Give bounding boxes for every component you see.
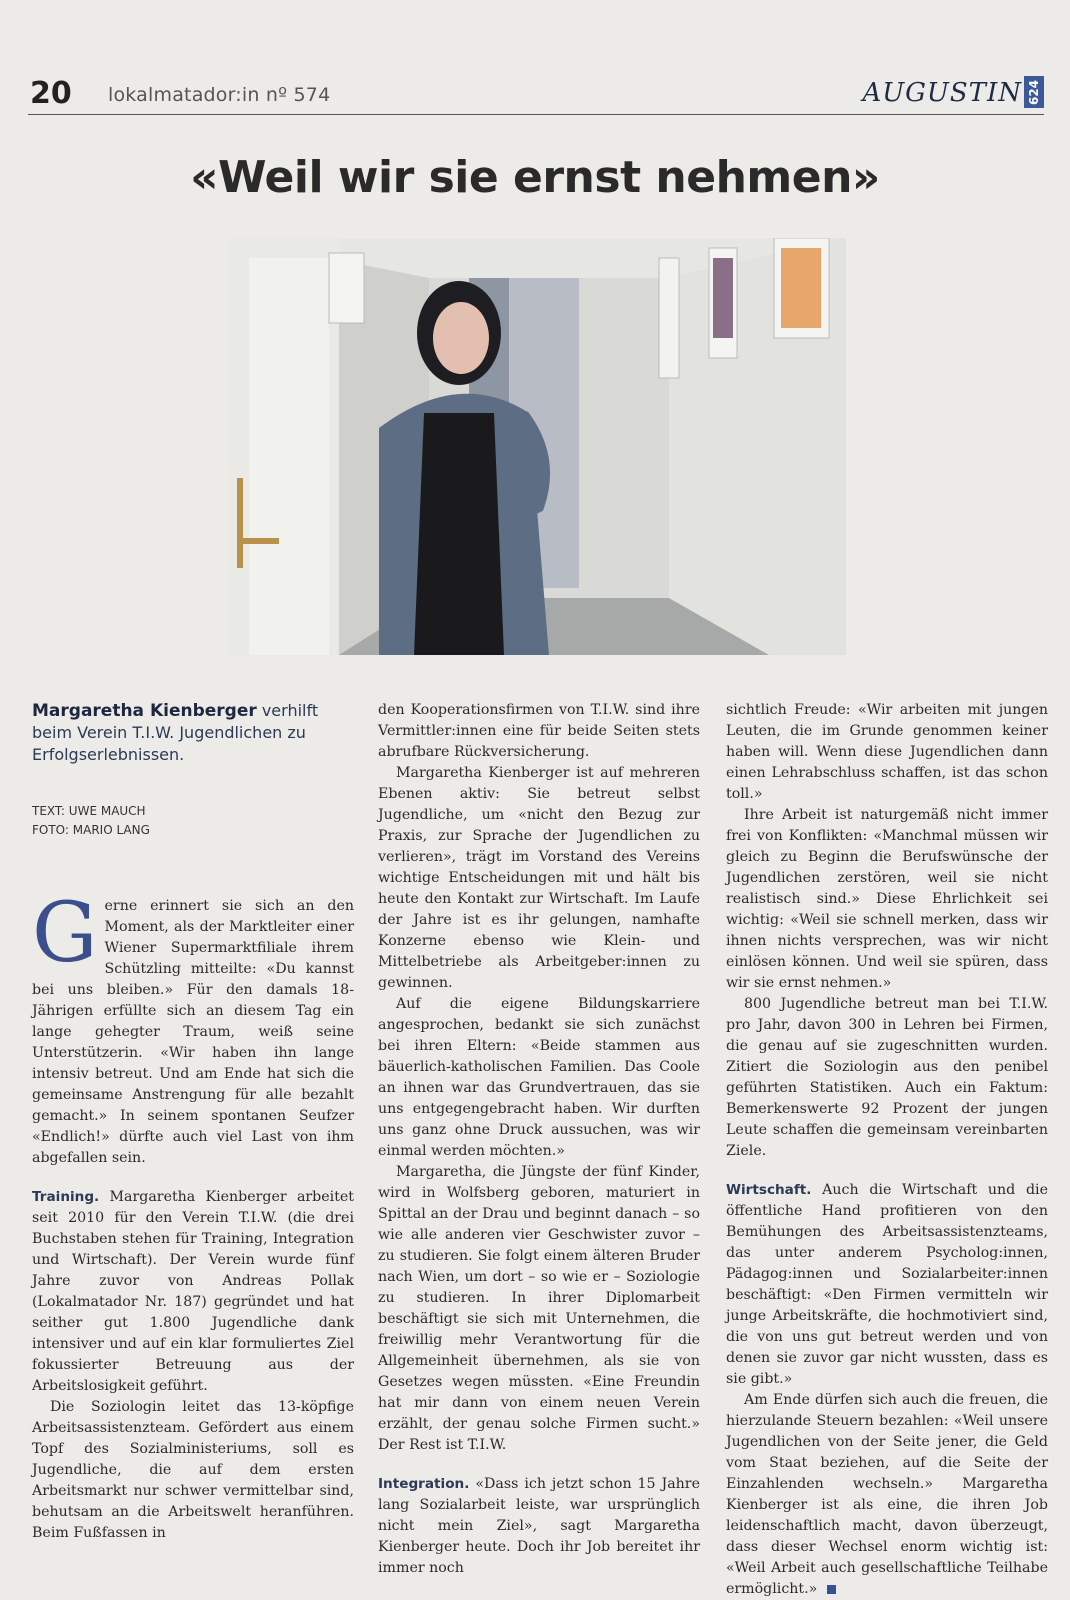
paragraph-text: Margaretha Kienberger arbeitet seit 2010 für den Verein T.I.W. (die drei Buchstaben stehen für Training, Integration und Wirtschaft). Der Verein wurde fünf Jahre zuvor von Andreas Pollak (Lokalmatador Nr. 187) gegründet und hat seither gut 1.800 Jugendliche dank intensiver und auf ein klar formuliertes Ziel fokussierter Betreuung aus der Arbeitslosigkeit geführt.: [32, 1189, 354, 1394]
photo-credit: FOTO: MARIO LANG: [32, 823, 150, 837]
paragraph: den Kooperationsfirmen von T.I.W. sind ihre Vermittler:innen eine für beide Seiten stets abrufbare Rückversicherung.: [378, 702, 700, 760]
section-title: lokalmatador:in nº 574: [108, 84, 331, 106]
paragraph-text: «Dass ich jetzt schon 15 Jahre lang Sozialarbeit leiste, war ursprünglich nicht mein Ziel», sagt Margaretha Kienberger heute. Doch ihr Job bereitet ihr immer noch: [378, 1476, 700, 1576]
paragraph: Ihre Arbeit ist naturgemäß nicht immer frei von Konflikten: «Manchmal müssen wir gleich zu Beginn die Berufswünsche der Jugendlichen zerstören, weil sie nicht realistisch sind.» Diese Ehrlichkeit sei wichtig: «Weil sie schnell merken, dass wir ihnen nichts versprechen, was wir nicht einlösen können. Und weil sie spüren, dass wir sie ernst nehmen.»: [726, 807, 1048, 991]
paragraph: [32, 1187, 354, 1397]
page-number: 20: [30, 76, 72, 111]
drop-cap: G: [32, 886, 98, 981]
paragraph: Margaretha Kienberger ist auf mehreren Ebenen aktiv: Sie betreut selbst Jugendliche, um «nicht den Bezug zur Praxis, zur Sprache der Jugendlichen zu verlieren», trägt im Vorstand des Vereins wichtige Entscheidungen mit und hält bis heute den Kontakt zur Wirtschaft. Im Laufe der Jahre ist es ihr gelungen, namhafte Konzerne ebenso wie Klein- und Mittelbetriebe als Arbeitgeber:innen zu gewinnen.: [378, 765, 700, 991]
paragraph: Die Soziologin leitet das 13-köpfige Arbeitsassistenzteam. Gefördert aus einem Topf des Sozialministeriums, soll es Jugendliche, die auf dem ersten Arbeitsmarkt nur schwer vermittelbar sind, behutsam an die Arbeitswelt heranführen. Beim Fußfassen in: [32, 1399, 354, 1541]
article-headline: «Weil wir sie ernst nehmen»: [190, 152, 880, 203]
subhead-integration: Integration.: [378, 1476, 470, 1492]
paragraph: Auf die eigene Bildungskarriere angesprochen, bedankt sie sich zunächst bei ihren Eltern: «Beide stammen aus bäuerlich-katholischen Familien. Das Coole an ihnen war das Grundvertrauen, das sie uns entgegengebracht haben. Wir durften uns ganz ohne Druck aussuchen, was wir einmal werden möchten.»: [378, 996, 700, 1159]
article-credits: [32, 802, 354, 840]
paragraph: [32, 886, 354, 1169]
column-1: [32, 700, 354, 1544]
lead-name: Margaretha Kienberger: [32, 701, 257, 721]
portrait-photo: [229, 238, 846, 655]
paragraph: [726, 1390, 1048, 1600]
paragraph-text: Am Ende dürfen sich auch die freuen, die hierzulande Steuern bezahlen: «Weil unsere Jugendlichen von der Seite jener, die Geld vom Staat beziehen, auf die Seite der Einzahlenden wechseln.» Margaretha Kienberger ist als eine, die ihren Job leidenschaftlich macht, davon überzeugt, dass dieser Wechsel enorm wichtig ist: «Weil Arbeit auch gesellschaftliche Teilhabe ermöglicht.»: [726, 1392, 1048, 1597]
paragraph: Margaretha, die Jüngste der fünf Kinder, wird in Wolfsberg geboren, maturiert in Spittal an der Drau und beginnt danach – so wie alle anderen vier Geschwister zuvor – zu studieren. Sie folgt einem älteren Bruder nach Wien, um dort – so wie er – Soziologie zu studieren. In ihrer Diplomarbeit beschäftigt sie sich mit Unternehmen, die freiwillig mehr Verantwortung für die Allgemeinheit übernehmen, als sie von Gesetzes wegen müssten. «Eine Freundin hat mir dann von einem neuen Verein erzählt, der genau solche Firmen sucht.» Der Rest ist T.I.W.: [378, 1164, 700, 1453]
augustin-logo: AUGUSTIN: [862, 78, 1022, 108]
lead-text: verhilft beim Verein T.I.W. Jugendlichen zu Erfolgserlebnissen.: [32, 701, 319, 764]
paragraph-text: Auch die Wirtschaft und die öffentliche Hand profitieren von den Bemühungen des Arbeitsassistenzteams, das unter anderem Psycholog:innen, Pädagog:innen und Sozialarbeiter:innen beschäftigt: «Den Firmen vermitteln wir junge Arbeitskräfte, die hochmotiviert sind, die von uns gut betreut werden und von denen sie zuvor gar nicht wussten, dass es sie gibt.»: [726, 1182, 1048, 1387]
paragraph: [726, 1180, 1048, 1390]
subhead-wirtschaft: Wirtschaft.: [726, 1182, 812, 1198]
page-header: [28, 72, 1044, 115]
end-mark-icon: [827, 1585, 836, 1594]
issue-badge: 624: [1024, 76, 1044, 108]
paragraph: sichtlich Freude: «Wir arbeiten mit jungen Leuten, die im Grunde genommen keiner haben will. Wenn diese Jugendlichen dann einen Lehrabschluss schaffen, ist das schon toll.»: [726, 702, 1048, 802]
column-3: [726, 700, 1048, 1600]
paragraph-text: erne erinnert sie sich an den Moment, als der Marktleiter einer Wiener Supermarktfiliale ihrem Schützling mitteilte: «Du kannst bei uns bleiben.» Für den damals 18-Jährigen erfüllte sich an diesem Tag ein lange gehegter Traum, weiß seine Unterstützerin. «Wir haben ihn lange intensiv betreut. Und am Ende hat sich die gemeinsame Anstrengung für alle bezahlt gemacht.» In seinem spontanen Seufzer «Endlich!» dürfte auch viel Last von ihm abgefallen sein.: [32, 898, 354, 1166]
paragraph: 800 Jugendliche betreut man bei T.I.W. pro Jahr, davon 300 in Lehren bei Firmen, die genau auf sie zugeschnitten wurden. Zitiert die Soziologin aus den penibel geführten Statistiken. Auch ein Faktum: Bemerkenswerte 92 Prozent der jungen Leute schaffen die gemeinsam vereinbarten Ziele.: [726, 996, 1048, 1159]
article-lead: [32, 700, 354, 766]
column-2: [378, 700, 700, 1579]
paragraph: [378, 1474, 700, 1579]
text-credit: TEXT: UWE MAUCH: [32, 804, 146, 818]
subhead-training: Training.: [32, 1189, 100, 1205]
portrait-illustration: [229, 238, 846, 655]
